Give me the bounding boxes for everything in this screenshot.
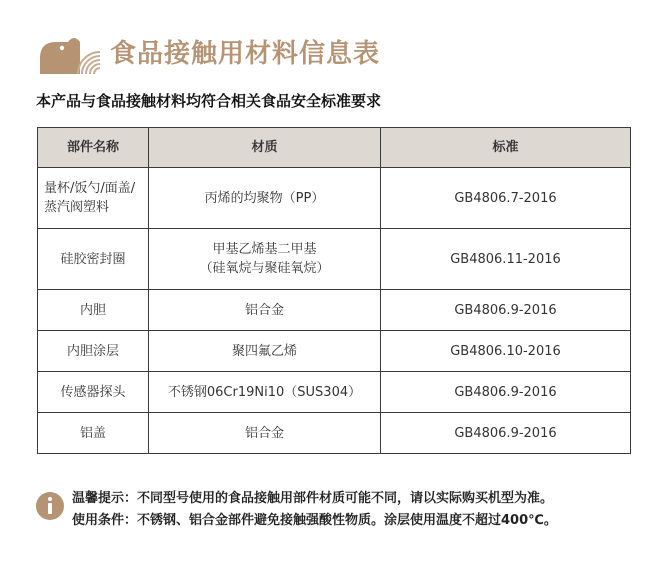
material-cell — [149, 290, 381, 331]
table-header-row — [38, 128, 631, 168]
column-header-part-name: 部件名称 — [38, 128, 149, 168]
part-name-line: 内胆涂层 — [66, 343, 119, 359]
part-name-line: 传感器探头 — [60, 384, 126, 400]
material-line: 丙烯的均聚物（PP） — [204, 190, 325, 206]
part-name-line: 内胆 — [79, 302, 106, 318]
table-row — [38, 372, 631, 413]
material-line: 铝合金 — [244, 425, 284, 441]
note-lines — [72, 488, 557, 532]
usage-conditions-note: 使用条件：不锈钢、铝合金部件避免接触强酸性物质。涂层使用温度不超过400℃。 — [72, 513, 557, 528]
column-header-material: 材质 — [149, 128, 381, 168]
info-icon — [36, 492, 64, 520]
table-row — [38, 229, 631, 290]
material-line: 不锈钢06Cr19Ni10（SUS304） — [167, 384, 362, 400]
standard-cell: GB4806.11-2016 — [381, 229, 631, 290]
material-line: 甲基乙烯基二甲基 — [212, 242, 317, 257]
part-name-cell — [38, 372, 149, 413]
part-name-cell — [38, 229, 149, 290]
tip-note: 温馨提示：不同型号使用的食品接触用部件材质可能不同，请以实际购买机型为准。 — [72, 491, 554, 506]
standard-cell: GB4806.9-2016 — [381, 290, 631, 331]
material-cell — [149, 331, 381, 372]
part-name-line: 硅胶密封圈 — [60, 251, 126, 267]
material-line: 聚四氟乙烯 — [231, 343, 297, 359]
table-row — [38, 413, 631, 454]
standard-cell: GB4806.7-2016 — [381, 168, 631, 229]
notes-section — [36, 488, 557, 532]
material-cell — [149, 372, 381, 413]
material-cell — [149, 229, 381, 290]
part-name-line: 量杯/饭勺/面盖/ — [44, 181, 136, 196]
page-title: 食品接触用材料信息表 — [110, 39, 381, 69]
standard-cell: GB4806.9-2016 — [381, 372, 631, 413]
compliance-statement: 本产品与食品接触材料均符合相关食品安全标准要求 — [36, 92, 382, 110]
table-row — [38, 331, 631, 372]
material-line: 铝合金 — [244, 302, 284, 318]
table-row — [38, 168, 631, 229]
material-info-table — [37, 127, 631, 454]
part-name-cell — [38, 331, 149, 372]
material-line: （硅氧烷与聚硅氧烷） — [199, 261, 330, 276]
table-row — [38, 290, 631, 331]
part-name-cell — [38, 413, 149, 454]
column-header-standard: 标准 — [381, 128, 631, 168]
material-cell — [149, 168, 381, 229]
brand-logo-icon — [38, 32, 102, 76]
part-name-cell — [38, 168, 149, 229]
part-name-cell — [38, 290, 149, 331]
standard-cell: GB4806.10-2016 — [381, 331, 631, 372]
part-name-line: 铝盖 — [79, 425, 106, 441]
part-name-line: 蒸汽阀塑料 — [44, 200, 110, 215]
standard-cell: GB4806.9-2016 — [381, 413, 631, 454]
material-cell — [149, 413, 381, 454]
header — [38, 30, 380, 78]
